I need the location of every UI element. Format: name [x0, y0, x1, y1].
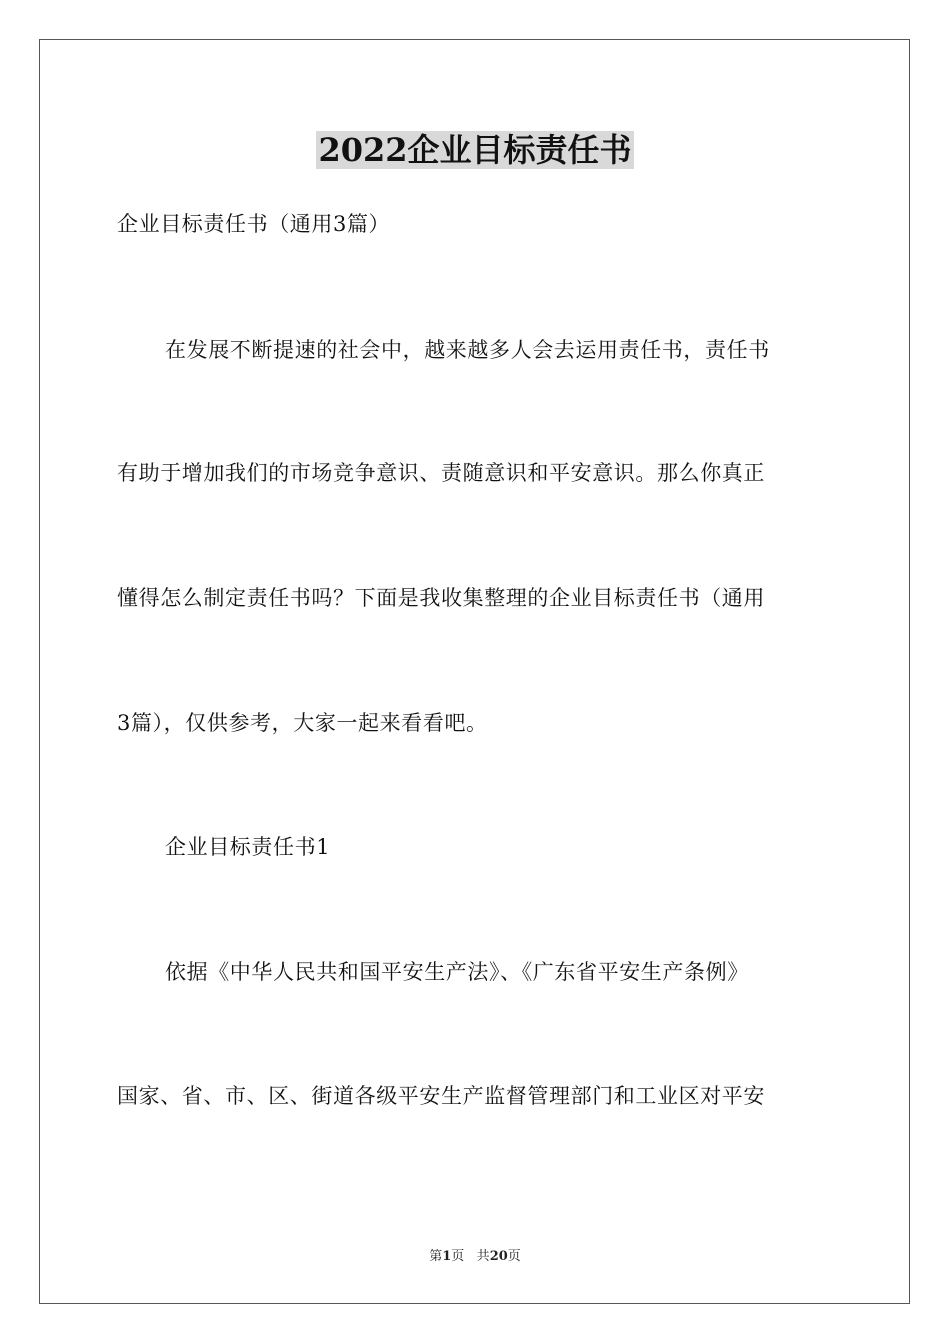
page-suffix: 页: [451, 1249, 465, 1264]
subtitle-line: 企业目标责任书（通用3篇）: [117, 212, 391, 236]
page-number: 1: [442, 1249, 452, 1264]
body-line: 依据《中华人民共和国平安生产法》、《广东省平安生产条例》: [165, 960, 749, 984]
body-line: 在发展不断提速的社会中，越来越多人会去运用责任书，责任书: [165, 338, 770, 362]
page-prefix: 第: [429, 1249, 443, 1264]
body-line: 国家、省、市、区、街道各级平安生产监督管理部门和工业区对平安: [117, 1084, 765, 1108]
document-title: [0, 128, 950, 172]
total-prefix: 共: [476, 1249, 490, 1264]
section-heading: 企业目标责任书1: [165, 835, 331, 859]
document-title-text: 2022企业目标责任书: [318, 131, 632, 169]
total-pages: 20: [489, 1249, 508, 1264]
total-suffix: 页: [507, 1249, 521, 1264]
page-footer: [0, 1247, 950, 1267]
body-line: 有助于增加我们的市场竞争意识、责随意识和平安意识。那么你真正: [117, 461, 765, 485]
body-line: 懂得怎么制定责任书吗？下面是我收集整理的企业目标责任书（通用: [117, 586, 765, 610]
body-line: 3篇），仅供参考，大家一起来看看吧。: [117, 711, 488, 735]
